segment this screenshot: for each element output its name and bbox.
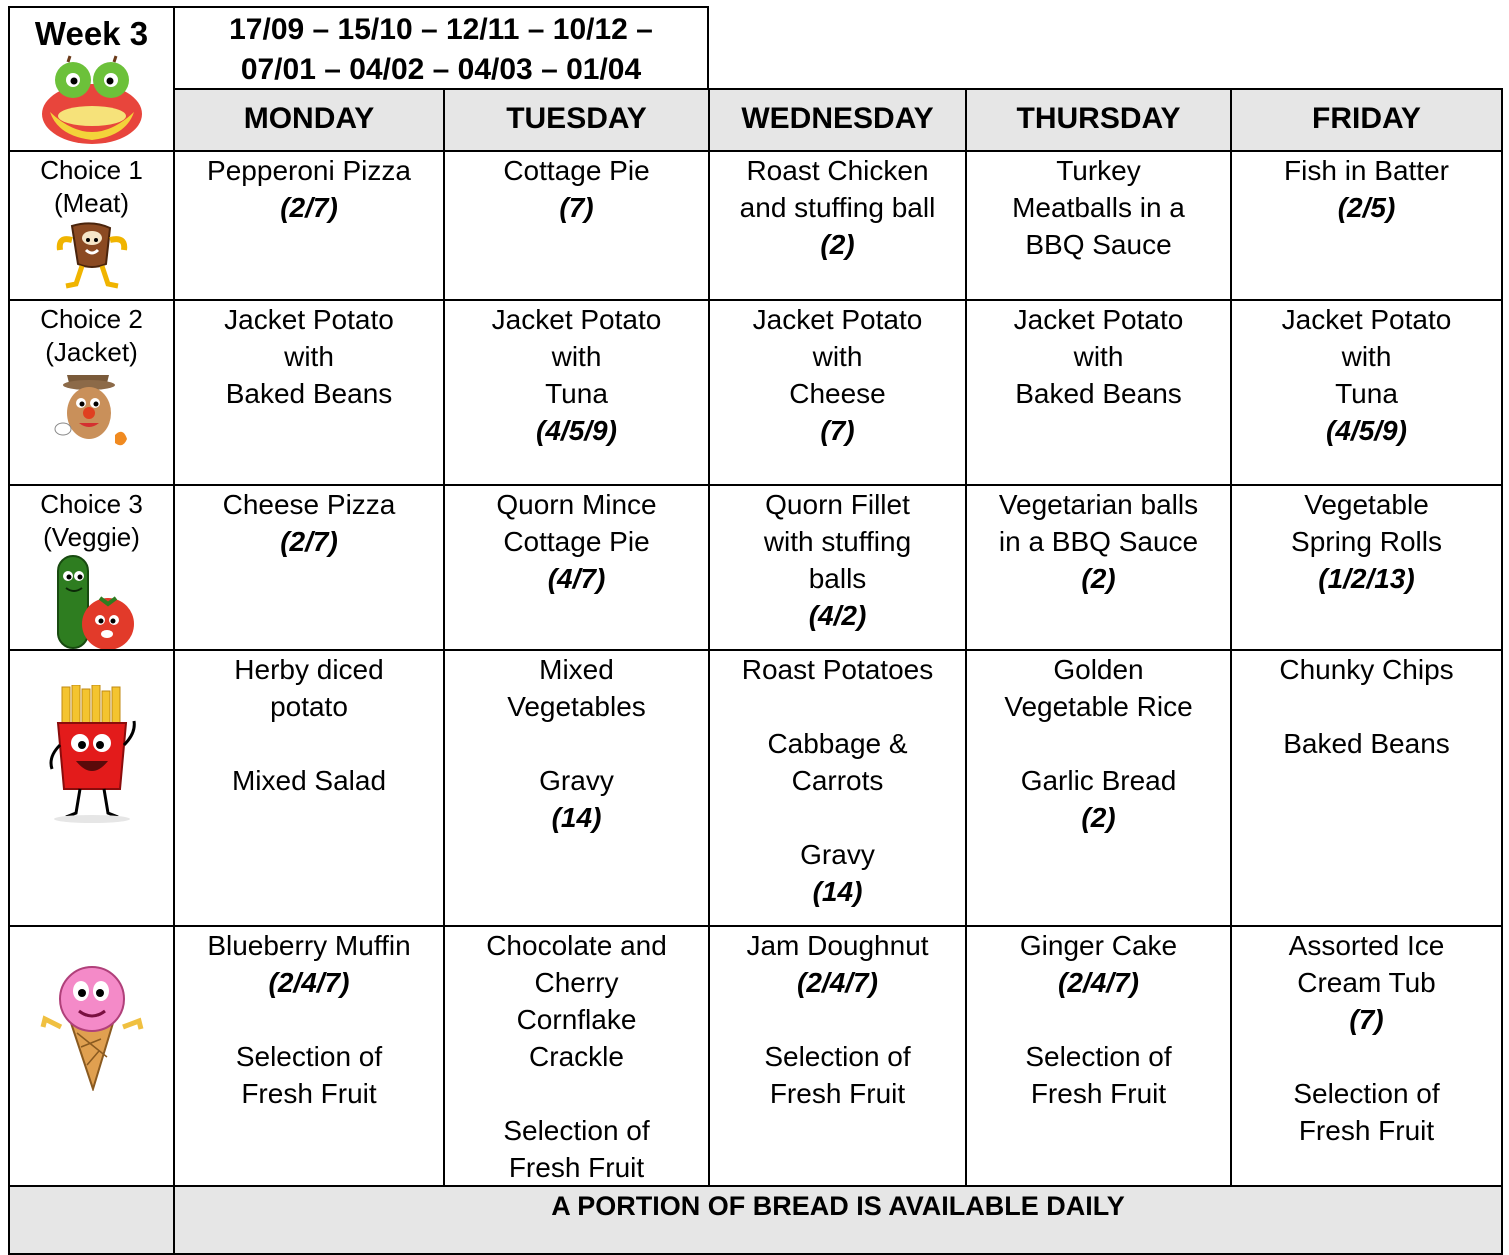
day-header-thursday: THURSDAY — [965, 88, 1232, 152]
menu-item-line: Roast Potatoes — [741, 654, 934, 685]
menu-item-line: Fresh Fruit — [1030, 1078, 1167, 1109]
menu-item-line: Cornflake — [516, 1004, 637, 1035]
menu-item-line: Selection of — [1025, 1041, 1172, 1072]
menu-item-line: Fresh Fruit — [769, 1078, 906, 1109]
allergen-codes: (2/7) — [280, 192, 338, 223]
menu-item-line — [175, 1001, 443, 1038]
menu-item-line: Fresh Fruit — [508, 1152, 645, 1183]
menu-item-line: Vegetable — [1304, 489, 1429, 520]
menu-item-line: Mixed — [539, 654, 614, 685]
menu-item-line: Baked Beans — [225, 378, 393, 409]
allergen-codes: (1/2/13) — [1318, 563, 1415, 594]
row-label-subtext: (Jacket) — [45, 337, 138, 367]
menu-item-line: Vegetables — [507, 691, 646, 722]
menu-cell-choice2-monday — [173, 299, 445, 486]
menu-cell-choice3-thursday — [965, 484, 1232, 651]
menu-cell-choice1-wednesday — [708, 150, 967, 301]
menu-item-line: Quorn Fillet — [765, 489, 910, 520]
meat-character-icon — [52, 220, 132, 292]
allergen-codes: (4/2) — [808, 600, 867, 631]
menu-cell-choice1-thursday — [965, 150, 1232, 301]
menu-item-line: Cottage Pie — [503, 526, 650, 557]
menu-item-line: Cottage Pie — [503, 155, 650, 186]
menu-item-line: with — [551, 341, 602, 372]
allergen-codes: (4/5/9) — [536, 415, 617, 446]
menu-item-line: Jam Doughnut — [746, 930, 929, 961]
menu-item-line: Fresh Fruit — [241, 1078, 377, 1109]
allergen-codes: (2) — [1081, 802, 1116, 833]
menu-item-line: Vegetarian balls — [998, 489, 1199, 520]
menu-cell-choice1-tuesday — [443, 150, 710, 301]
menu-item-line: Baked Beans — [1015, 378, 1182, 409]
menu-item-line: Jacket Potato — [1013, 304, 1184, 335]
menu-cell-choice3-friday — [1230, 484, 1503, 651]
day-header-tuesday: TUESDAY — [443, 88, 710, 152]
menu-item-line: Jacket Potato — [752, 304, 923, 335]
term-dates-cell — [173, 6, 709, 90]
menu-item-line: with — [1341, 341, 1392, 372]
menu-item-line: Jacket Potato — [491, 304, 662, 335]
menu-cell-dessert-friday — [1230, 925, 1503, 1187]
allergen-codes: (14) — [812, 876, 863, 907]
menu-item-line: Selection of — [1293, 1078, 1440, 1109]
menu-item-line: BBQ Sauce — [1025, 229, 1172, 260]
row-label-subtext: (Veggie) — [43, 522, 140, 552]
menu-item-line — [1232, 1038, 1501, 1075]
menu-item-line: Gravy — [800, 839, 875, 870]
menu-item-line: Vegetable Rice — [1004, 691, 1193, 722]
menu-item-line: Chocolate and — [486, 930, 667, 961]
cucumber-tomato-icon — [44, 554, 140, 650]
allergen-codes: (2/7) — [280, 526, 338, 557]
menu-item-line: Tuna — [545, 378, 608, 409]
term-dates-line-2: 07/01 – 04/02 – 04/03 – 01/04 — [240, 53, 642, 86]
menu-cell-choice3-tuesday — [443, 484, 710, 651]
week-cell — [8, 6, 175, 152]
menu-item-line: Blueberry Muffin — [207, 930, 411, 961]
menu-item-line: Pepperoni Pizza — [207, 155, 411, 186]
menu-item-line: Selection of — [235, 1041, 383, 1072]
row-label-dessert — [8, 925, 175, 1187]
fries-character-icon — [44, 685, 140, 825]
row-label-text: Choice 3 — [40, 489, 143, 519]
menu-item-line: Ginger Cake — [1019, 930, 1178, 961]
menu-item-line — [445, 1075, 708, 1112]
menu-item-line: Fish in Batter — [1284, 155, 1449, 186]
menu-cell-choice2-friday — [1230, 299, 1503, 486]
menu-item-line: Selection of — [764, 1041, 911, 1072]
menu-cell-sides-tuesday — [443, 649, 710, 927]
menu-cell-sides-monday — [173, 649, 445, 927]
allergen-codes: (2) — [820, 229, 855, 260]
menu-cell-choice1-friday — [1230, 150, 1503, 301]
menu-item-line — [710, 799, 965, 836]
menu-item-line: Cream Tub — [1297, 967, 1436, 998]
menu-item-line: Jacket Potato — [1281, 304, 1452, 335]
menu-cell-sides-thursday — [965, 649, 1232, 927]
allergen-codes: (7) — [559, 192, 594, 223]
potato-head-icon — [49, 369, 135, 451]
menu-item-line — [710, 1001, 965, 1038]
row-label-sides — [8, 649, 175, 927]
menu-item-line: Baked Beans — [1283, 728, 1450, 759]
bread-notice: A PORTION OF BREAD IS AVAILABLE DAILY — [551, 1191, 1125, 1221]
menu-item-line — [967, 725, 1230, 762]
menu-cell-dessert-wednesday — [708, 925, 967, 1187]
menu-item-line: Garlic Bread — [1020, 765, 1177, 796]
menu-item-line — [445, 725, 708, 762]
allergen-codes: (7) — [820, 415, 855, 446]
day-header-wednesday: WEDNESDAY — [708, 88, 967, 152]
allergen-codes: (2) — [1081, 563, 1116, 594]
menu-item-line — [710, 688, 965, 725]
menu-item-line: Carrots — [791, 765, 884, 796]
menu-item-line: Herby diced — [234, 654, 384, 685]
menu-item-line: Spring Rolls — [1291, 526, 1442, 557]
menu-item-line: Fresh Fruit — [1298, 1115, 1435, 1146]
row-label-choice3 — [8, 484, 175, 651]
menu-item-line: balls — [808, 563, 867, 594]
menu-item-line: Cheese — [789, 378, 886, 409]
menu-item-line: with stuffing — [763, 526, 912, 557]
menu-item-line: Crackle — [529, 1041, 624, 1072]
menu-item-line: Tuna — [1335, 378, 1398, 409]
footer-left-cell — [8, 1185, 175, 1255]
allergen-codes: (2/4/7) — [797, 967, 878, 998]
menu-cell-choice2-tuesday — [443, 299, 710, 486]
menu-item-line: Gravy — [539, 765, 614, 796]
menu-item-line: Chunky Chips — [1279, 654, 1454, 685]
row-label-subtext: (Meat) — [53, 188, 130, 218]
term-dates-line-1: 17/09 – 15/10 – 12/11 – 10/12 – — [229, 13, 653, 46]
menu-item-line: Quorn Mince — [496, 489, 657, 520]
menu-cell-dessert-thursday — [965, 925, 1232, 1187]
menu-item-line: Meatballs in a — [1012, 192, 1185, 223]
menu-cell-dessert-tuesday — [443, 925, 710, 1187]
menu-item-line: with — [1073, 341, 1124, 372]
menu-item-line: Cabbage & — [767, 728, 908, 759]
apple-face-icon — [40, 54, 144, 146]
menu-cell-dessert-monday — [173, 925, 445, 1187]
menu-item-line: Selection of — [503, 1115, 650, 1146]
menu-item-line: Roast Chicken — [746, 155, 929, 186]
menu-item-line: with — [284, 341, 334, 372]
menu-item-line: Jacket Potato — [224, 304, 394, 335]
menu-item-line: Assorted Ice — [1288, 930, 1445, 961]
menu-cell-choice1-monday — [173, 150, 445, 301]
menu-item-line: in a BBQ Sauce — [998, 526, 1199, 557]
menu-cell-choice2-thursday — [965, 299, 1232, 486]
menu-item-line — [175, 725, 443, 762]
day-header-friday: FRIDAY — [1230, 88, 1503, 152]
allergen-codes: (2/4/7) — [268, 967, 350, 998]
menu-item-line: Turkey — [1056, 155, 1141, 186]
menu-cell-choice3-monday — [173, 484, 445, 651]
row-label-text: Choice 2 — [40, 304, 143, 334]
menu-cell-sides-wednesday — [708, 649, 967, 927]
menu-item-line: Cheese Pizza — [222, 489, 396, 520]
menu-item-line: Mixed Salad — [231, 765, 387, 796]
day-header-monday: MONDAY — [173, 88, 445, 152]
allergen-codes: (4/5/9) — [1326, 415, 1407, 446]
footer-cell — [173, 1185, 1503, 1255]
menu-item-line: and stuffing ball — [739, 192, 936, 223]
allergen-codes: (4/7) — [547, 563, 606, 594]
allergen-codes: (2/5) — [1337, 192, 1396, 223]
menu-item-line — [1232, 688, 1501, 725]
row-label-choice2 — [8, 299, 175, 486]
menu-item-line: Cherry — [534, 967, 619, 998]
menu-cell-sides-friday — [1230, 649, 1503, 927]
allergen-codes: (2/4/7) — [1058, 967, 1139, 998]
week-label: Week 3 — [34, 15, 149, 52]
menu-item-line: Golden — [1053, 654, 1144, 685]
menu-cell-choice2-wednesday — [708, 299, 967, 486]
menu-item-line: potato — [270, 691, 348, 722]
allergen-codes: (7) — [1349, 1004, 1384, 1035]
row-label-choice1 — [8, 150, 175, 301]
ice-cream-cone-icon — [37, 961, 147, 1091]
allergen-codes: (14) — [551, 802, 602, 833]
menu-item-line: with — [812, 341, 863, 372]
menu-cell-choice3-wednesday — [708, 484, 967, 651]
row-label-text: Choice 1 — [40, 155, 143, 185]
menu-item-line — [967, 1001, 1230, 1038]
